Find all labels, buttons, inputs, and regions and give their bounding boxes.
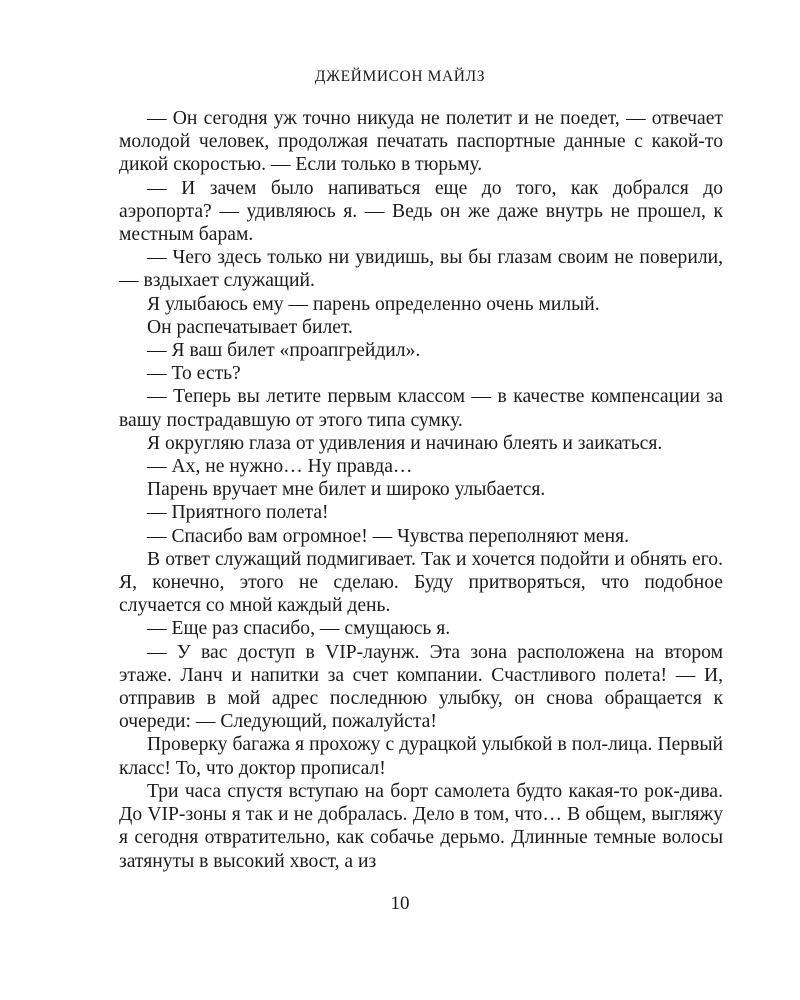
paragraph: Я округляю глаза от удивления и начинаю блеять и заикаться.	[147, 432, 663, 454]
paragraph: Три часа спустя вступаю на борт самолета будто какая-то рок-дива. До VIP-зоны я так и не добралась. Дело в том, что… В общем, выгляжу я сегодня отвратительно, как собачье дерьмо. Длинные темные волосы затянуты в высокий хвост, а из	[119, 780, 723, 872]
paragraph: — И зачем было напиваться еще до того, как добрался до аэропорта? — удивляюсь я. — Ведь он же даже внутрь не прошел, к местным барам.	[119, 177, 723, 246]
paragraph: — Чего здесь только ни увидишь, вы бы глазам своим не поверили, — вздыхает служащий.	[119, 247, 723, 292]
paragraph: Он распечатывает билет.	[147, 316, 353, 338]
paragraph: — Я ваш билет «проапгрейдил».	[147, 340, 421, 362]
paragraph: — Еще раз спасибо, — смущаюсь я.	[147, 618, 451, 640]
paragraph: В ответ служащий подмигивает. Так и хочется подойти и обнять его. Я, конечно, этого не сделаю. Буду притворяться, что подобное случается со мной каждый день.	[119, 548, 723, 617]
running-head: ДЖЕЙМИСОН МАЙЛЗ	[314, 68, 486, 85]
paragraph: Проверку багажа я прохожу с дурацкой улыбкой в пол-лица. Первый класс! То, что доктор прописал!	[119, 734, 723, 779]
paragraph: Я улыбаюсь ему — парень определенно очень милый.	[147, 293, 600, 315]
paragraph: Парень вручает мне билет и широко улыбается.	[147, 479, 546, 501]
paragraph: — Приятного полета!	[147, 502, 329, 524]
paragraph: — Ах, не нужно… Ну правда…	[147, 456, 413, 478]
body-text	[119, 107, 723, 873]
paragraph: — То есть?	[147, 363, 241, 385]
paragraph: — Теперь вы летите первым классом — в качестве компенсации за вашу пострадавшую от этого типа сумку.	[119, 386, 723, 431]
paragraph: — Он сегодня уж точно никуда не полетит и не поедет, — отвечает молодой человек, продолжая печатать паспортные данные с какой-то дикой скоростью. — Если только в тюрьму.	[119, 108, 723, 176]
paragraph: — У вас доступ в VIP-лаунж. Эта зона расположена на втором этаже. Ланч и напитки за счет компании. Счастливого полета! — И, отправив в мой адрес последнюю улыбку, он снова обращается к очереди: — Следующий, пожалуйста!	[119, 641, 723, 733]
paragraph: — Спасибо вам огромное! — Чувства переполняют меня.	[147, 525, 629, 547]
page-number: 10	[390, 893, 410, 914]
